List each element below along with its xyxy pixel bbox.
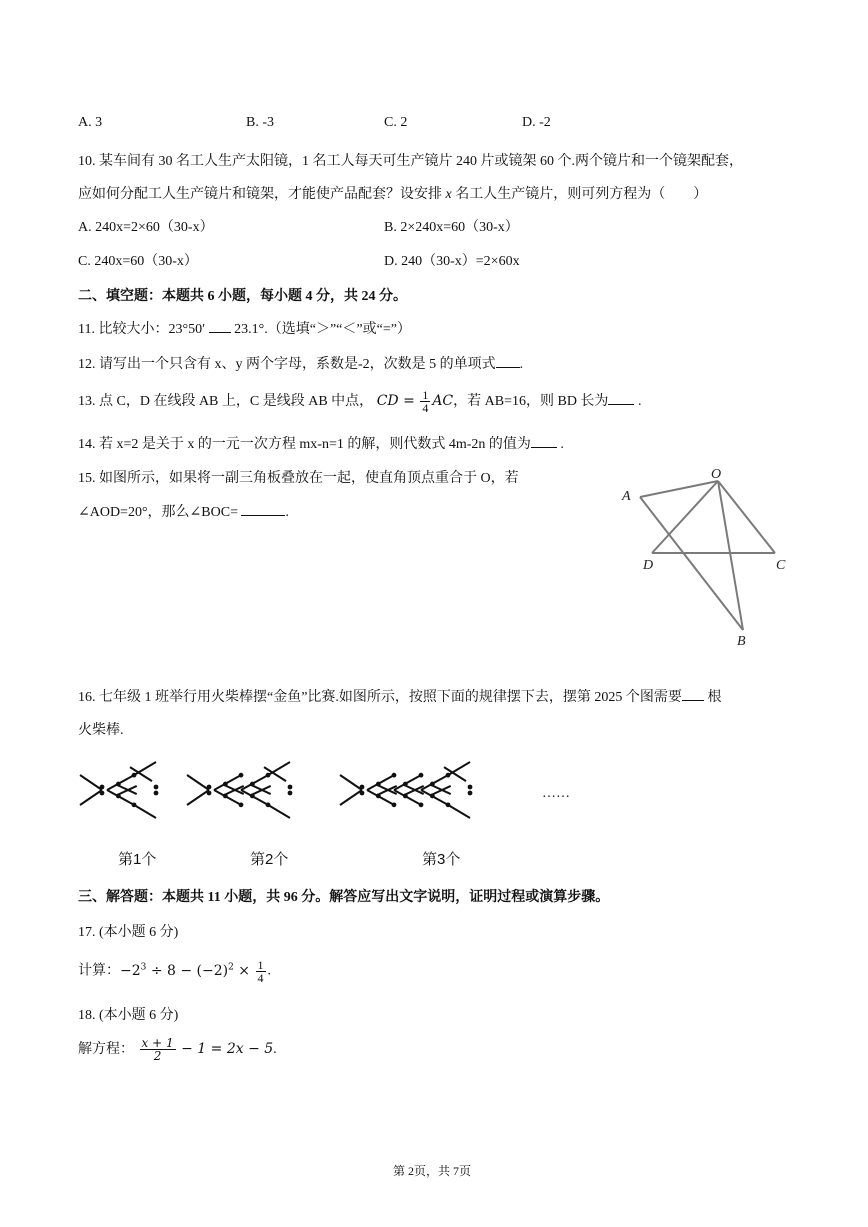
q15-line2	[78, 501, 289, 521]
match-head	[223, 794, 228, 799]
match-head	[376, 782, 381, 787]
q15-end: .	[285, 505, 289, 520]
matchstick	[394, 775, 421, 790]
matchstick	[340, 775, 362, 790]
match-head	[360, 791, 365, 796]
q14-blank[interactable]	[531, 435, 557, 448]
q12-blank[interactable]	[496, 355, 520, 368]
match-head	[250, 794, 255, 799]
q17-exp-b: 2	[228, 962, 234, 972]
match-head	[392, 773, 397, 778]
match-head	[100, 791, 105, 796]
q17-expr-c: ×	[233, 962, 251, 979]
q15-label-a: A	[622, 489, 631, 504]
q10-line1: 10. 某车间有 30 名工人生产太阳镜，1 名工人每天可生产镜片 240 片或镜架 60 个.两个镜片和一个镜架配套，	[78, 154, 743, 169]
q16-blank[interactable]	[682, 688, 704, 701]
q10-line2	[78, 183, 707, 203]
q16-caption-3: 第3个	[422, 851, 461, 868]
q18-frac-num: x + 1	[141, 1036, 174, 1051]
q13-blank[interactable]	[608, 392, 634, 405]
q16-matchstick-figures	[70, 745, 580, 840]
matchstick	[241, 775, 268, 790]
q13	[78, 386, 641, 417]
matchstick	[421, 790, 448, 805]
q11-blank[interactable]	[209, 320, 231, 333]
matchstick	[107, 790, 134, 805]
q10-option-b: B. 2×240x=60（30-x）	[384, 220, 519, 235]
q10-option-c: C. 240x=60（30-x）	[78, 254, 198, 269]
match-head	[419, 802, 424, 807]
q9-option-a: A. 3	[78, 115, 103, 130]
q18-label: 解方程：	[78, 1042, 134, 1057]
q12-end: .	[519, 357, 524, 372]
q17-frac-num: 1	[257, 957, 264, 972]
q15-label-b: B	[737, 634, 746, 649]
matchstick	[214, 790, 241, 805]
q13-post: ，若 AB=16，则 BD 长为	[453, 394, 609, 409]
q16-line1	[78, 686, 721, 706]
match-head	[430, 782, 435, 787]
q18-equation	[78, 1034, 277, 1065]
match-head	[360, 785, 365, 790]
matchstick	[80, 775, 102, 790]
matchstick	[421, 775, 448, 790]
q15-label-d: D	[643, 558, 654, 573]
q17-expr-b: ÷ 8 − (−2)	[146, 962, 229, 979]
match-head	[430, 794, 435, 799]
matchstick	[340, 790, 362, 805]
q13-fraction	[420, 389, 430, 414]
q10-line2-post: 名工人生产镜片，则可列方程为（ ）	[451, 187, 708, 202]
q16-line2: 火柴棒.	[78, 723, 124, 738]
match-head	[154, 791, 159, 796]
match-head	[207, 785, 212, 790]
q17-label: 计算：	[78, 963, 120, 979]
q15-segment-ob	[718, 481, 743, 630]
q17-expr	[120, 963, 250, 979]
matchstick	[134, 805, 156, 818]
match-head	[239, 773, 244, 778]
q17-frac-den: 4	[257, 970, 264, 985]
q16-ellipsis: ……	[542, 786, 570, 801]
q13-pre: 13. 点 C，D 在线段 AB 上，C 是线段 AB 中点，	[78, 394, 374, 409]
section2-title: 二、填空题：本题共 6 小题，每小题 4 分，共 24 分。	[78, 289, 407, 304]
match-head	[239, 802, 244, 807]
q11	[78, 318, 411, 338]
q15-label-o: O	[711, 467, 722, 482]
q16-caption-1: 第1个	[118, 851, 157, 868]
matchstick	[214, 775, 241, 790]
matchstick	[448, 805, 470, 818]
match-head	[376, 794, 381, 799]
q18-rest: − 1 = 2x − 5	[181, 1041, 274, 1057]
matchstick	[268, 762, 290, 775]
q18-end: .	[273, 1042, 277, 1057]
q18-fraction	[140, 1037, 176, 1062]
q12-text: 12. 请写出一个只含有 x、y 两个字母，系数是-2，次数是 5 的单项式	[78, 357, 496, 372]
q11-post: 23.1°.（选填“＞”“＜”或“=”）	[234, 322, 411, 337]
q9-option-d: D. -2	[522, 115, 551, 130]
q13-cd: CD =	[376, 393, 415, 409]
matchstick	[268, 805, 290, 818]
q15-line2-text: ∠AOD=20°，那么∠BOC=	[78, 505, 238, 520]
q14-text: 14. 若 x=2 是关于 x 的一元一次方程 mx-n=1 的解，则代数式 4m-2n 的值为	[78, 437, 531, 452]
q9-option-c: C. 2	[384, 115, 408, 130]
q18-head: 18. (本小题 6 分)	[78, 1008, 179, 1023]
matchstick	[187, 790, 209, 805]
q17-fraction	[256, 959, 266, 984]
q13-ac: AC	[432, 393, 454, 409]
match-head	[403, 782, 408, 787]
page-footer: 第 2页，共 7页	[393, 1164, 472, 1178]
q16-caption-2: 第2个	[250, 851, 289, 868]
q15-segment-ab	[640, 497, 743, 630]
q14	[78, 433, 564, 453]
match-head	[154, 785, 159, 790]
matchstick	[394, 790, 421, 805]
matchstick	[448, 762, 470, 775]
q15-label-c: C	[776, 558, 786, 573]
q16-line1-end: 根	[707, 690, 722, 705]
q15-segment-oc	[718, 481, 775, 553]
match-head	[207, 791, 212, 796]
matchstick	[367, 775, 394, 790]
q12	[78, 353, 523, 373]
q16-line1-text: 16. 七年级 1 班举行用火柴棒摆“金鱼”比赛.如图所示，按照下面的规律摆下去，摆第 2025 个图需要	[78, 690, 682, 705]
q17-exp-a: 3	[140, 962, 147, 972]
matchstick	[80, 790, 102, 805]
q10-line2-pre: 应如何分配工人生产镜片和镜架，才能使产品配套？设安排	[78, 187, 446, 202]
matchstick	[241, 790, 268, 805]
matchstick	[107, 775, 134, 790]
match-head	[288, 785, 293, 790]
q17-expression	[78, 952, 271, 987]
q17-head: 17. (本小题 6 分)	[78, 925, 179, 940]
match-head	[288, 791, 293, 796]
q15-triangle-figure	[600, 465, 810, 650]
matchstick	[367, 790, 394, 805]
matchstick	[134, 762, 156, 775]
q10-option-a: A. 240x=2×60（30-x）	[78, 220, 214, 235]
match-head	[100, 785, 105, 790]
q15-line1: 15. 如图所示，如果将一副三角板叠放在一起，使直角顶点重合于 O，若	[78, 471, 519, 486]
matchstick	[187, 775, 209, 790]
match-head	[223, 782, 228, 787]
q10-option-d: D. 240（30-x）=2×60x	[384, 254, 520, 269]
q11-pre: 11. 比较大小：23°50′	[78, 322, 206, 337]
q17-expr-a: −2	[120, 962, 141, 979]
q13-frac-num: 1	[422, 388, 429, 403]
q17-end: .	[267, 963, 272, 979]
q13-frac-den: 4	[422, 401, 429, 416]
match-head	[403, 794, 408, 799]
match-head	[116, 794, 121, 799]
match-head	[116, 782, 121, 787]
q15-blank[interactable]	[241, 503, 285, 516]
match-head	[419, 773, 424, 778]
q10-var: x	[445, 187, 452, 202]
q14-end: .	[560, 437, 564, 452]
q18-frac-den: 2	[153, 1049, 162, 1064]
section3-title: 三、解答题：本题共 11 小题，共 96 分。解答应写出文字说明，证明过程或演算步骤。	[78, 890, 610, 905]
match-head	[392, 802, 397, 807]
q9-option-b: B. -3	[246, 115, 274, 130]
match-head	[468, 785, 473, 790]
match-head	[250, 782, 255, 787]
q13-end: .	[637, 394, 642, 409]
match-head	[468, 791, 473, 796]
